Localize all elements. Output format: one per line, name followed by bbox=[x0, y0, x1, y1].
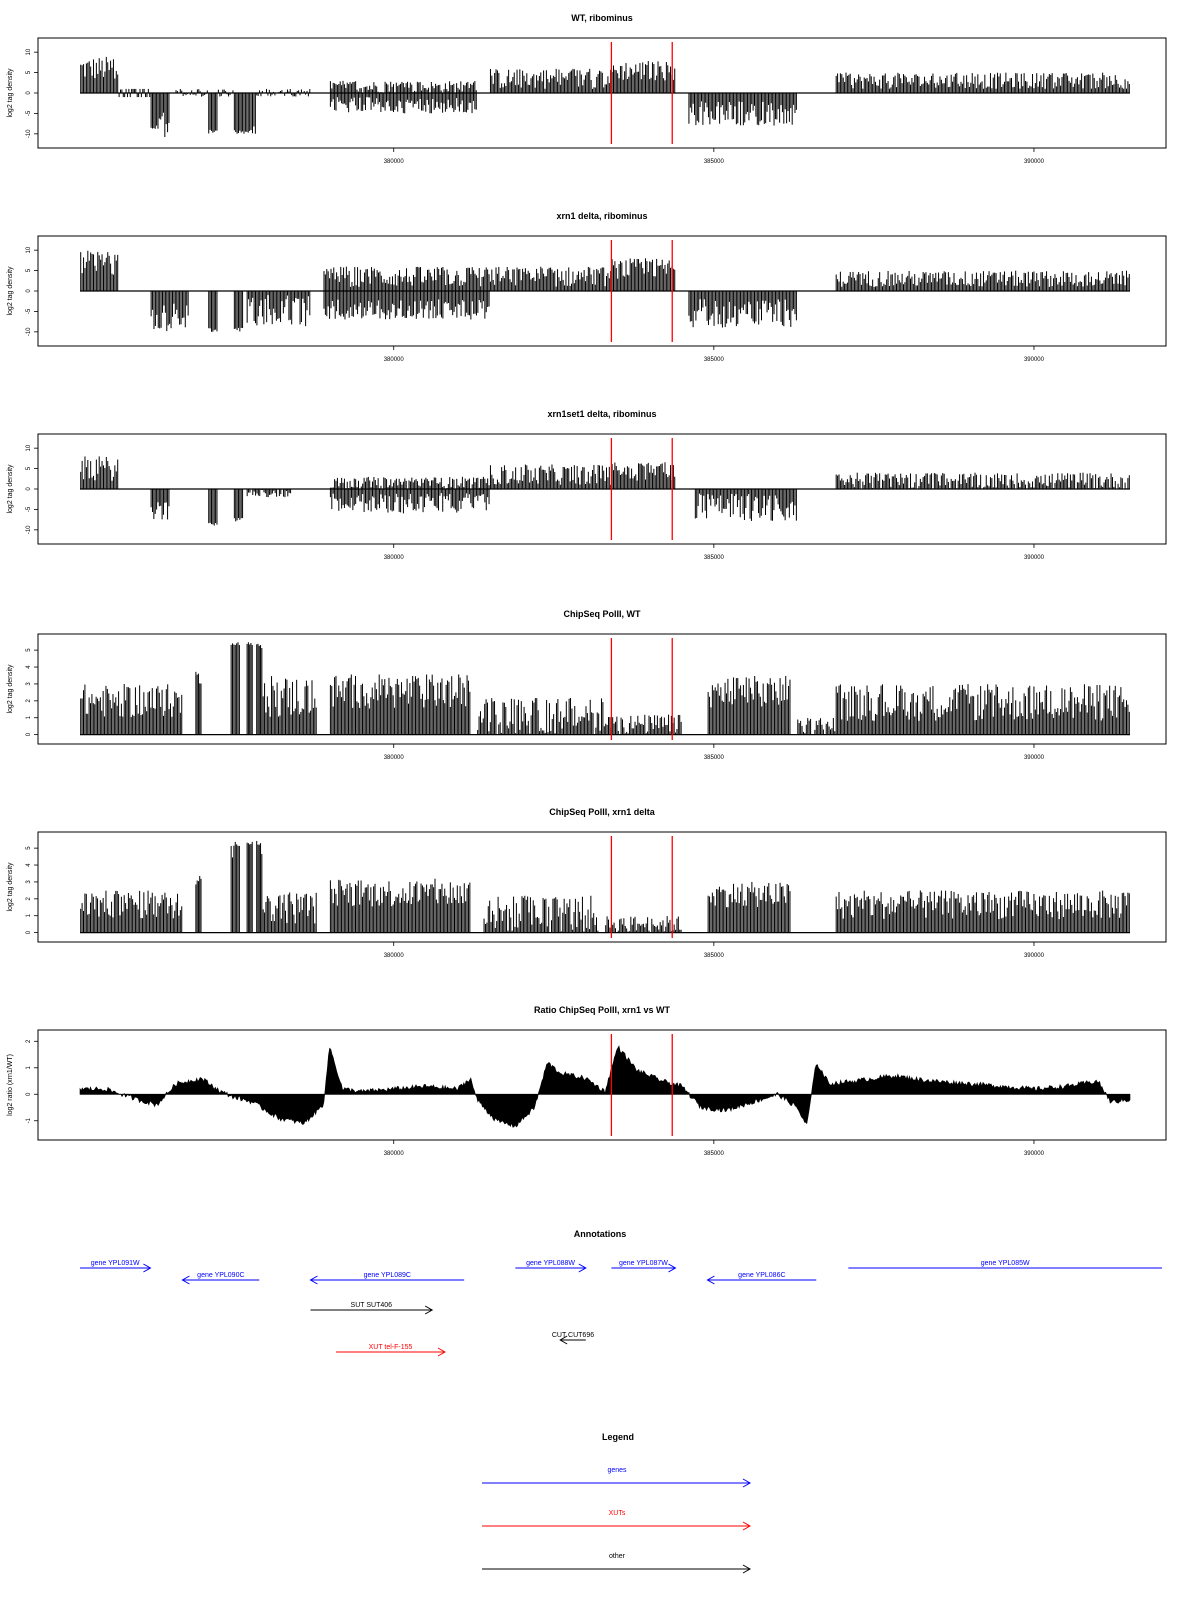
y-tick-label: 5 bbox=[26, 466, 32, 471]
data-segment bbox=[209, 93, 217, 133]
panel-1 bbox=[34, 236, 1166, 350]
data-segment bbox=[81, 891, 182, 933]
y-tick-label: 10 bbox=[26, 48, 32, 56]
annotation-feature bbox=[336, 1344, 445, 1356]
y-tick-label: -10 bbox=[26, 129, 32, 139]
panel-3 bbox=[34, 634, 1166, 748]
data-segment bbox=[234, 489, 242, 521]
annotation-feature bbox=[182, 1272, 259, 1284]
data-segment bbox=[612, 462, 675, 489]
y-tick-label: 3 bbox=[26, 682, 32, 686]
data-segment bbox=[257, 841, 262, 933]
annotations-title: Annotations bbox=[573, 1229, 627, 1239]
x-tick-label: 385000 bbox=[703, 755, 724, 761]
y-axis-label: log2 ratio (xrn1/WT) bbox=[7, 1054, 14, 1116]
data-segment bbox=[231, 642, 239, 734]
x-tick-label: 385000 bbox=[703, 1151, 724, 1157]
x-tick-label: 390000 bbox=[1023, 1151, 1044, 1157]
y-tick-label: -10 bbox=[26, 525, 32, 535]
data-segment bbox=[836, 890, 1129, 932]
data-segment bbox=[330, 489, 489, 513]
panel-title: Ratio ChipSeq PolII, xrn1 vs WT bbox=[533, 1005, 671, 1015]
y-tick-label: 4 bbox=[26, 863, 32, 867]
panel-title: ChipSeq PolII, WT bbox=[563, 609, 641, 619]
annotation-feature bbox=[552, 1332, 594, 1344]
data-segment bbox=[324, 267, 611, 291]
legend-label: genes bbox=[607, 1467, 627, 1474]
legend-item bbox=[482, 1510, 750, 1530]
feature-label: gene YPL089C bbox=[363, 1272, 411, 1279]
data-segment bbox=[257, 644, 262, 735]
data-segment bbox=[330, 93, 476, 113]
x-tick-label: 380000 bbox=[383, 159, 404, 165]
data-segment bbox=[119, 89, 150, 97]
data-segment bbox=[708, 676, 790, 735]
x-tick-label: 385000 bbox=[703, 357, 724, 363]
annotation-feature bbox=[848, 1260, 1162, 1268]
panel-4 bbox=[34, 832, 1166, 946]
y-tick-label: 2 bbox=[26, 897, 32, 901]
data-segment bbox=[247, 291, 310, 326]
data-segment bbox=[244, 93, 255, 134]
panel-0 bbox=[34, 38, 1166, 152]
x-tick-label: 390000 bbox=[1023, 357, 1044, 363]
x-tick-label: 380000 bbox=[383, 755, 404, 761]
x-tick-label: 380000 bbox=[383, 953, 404, 959]
data-segment bbox=[81, 251, 118, 291]
x-tick-label: 385000 bbox=[703, 555, 724, 561]
y-tick-label: 0 bbox=[26, 930, 32, 935]
x-tick-label: 380000 bbox=[383, 1151, 404, 1157]
feature-label: gene YPL090C bbox=[197, 1272, 245, 1279]
y-tick-label: 0 bbox=[26, 487, 32, 491]
data-segment bbox=[606, 715, 681, 735]
y-tick-label: 2 bbox=[26, 699, 32, 703]
panel-5 bbox=[34, 1030, 1166, 1144]
data-segment bbox=[234, 93, 242, 134]
data-segment bbox=[490, 69, 610, 93]
data-segment bbox=[196, 672, 201, 735]
legend-item bbox=[482, 1467, 750, 1487]
feature-label: XUT tel-F-155 bbox=[368, 1344, 413, 1351]
y-tick-label: 4 bbox=[26, 665, 32, 669]
data-segment bbox=[708, 882, 790, 933]
data-segment bbox=[695, 489, 796, 521]
x-tick-label: 380000 bbox=[383, 357, 404, 363]
y-tick-label: 10 bbox=[26, 246, 32, 254]
y-axis-label: log2 tag density bbox=[7, 266, 14, 316]
feature-label: gene YPL091W bbox=[90, 1260, 140, 1267]
data-segment bbox=[151, 93, 169, 137]
data-segment bbox=[247, 842, 252, 933]
y-tick-label: 10 bbox=[26, 444, 32, 452]
annotation-feature bbox=[310, 1272, 464, 1284]
y-tick-label: 1 bbox=[26, 1066, 32, 1070]
y-tick-label: 5 bbox=[26, 648, 32, 652]
data-segment bbox=[151, 291, 188, 331]
data-segment bbox=[263, 892, 316, 932]
panel-title: WT, ribominus bbox=[571, 13, 633, 23]
ratio-area bbox=[80, 1046, 1130, 1127]
feature-label: gene YPL085W bbox=[980, 1260, 1030, 1267]
data-segment bbox=[81, 456, 118, 489]
annotation-feature bbox=[80, 1260, 150, 1272]
legend-label: XUTs bbox=[608, 1510, 626, 1517]
y-tick-label: 5 bbox=[26, 70, 32, 75]
x-tick-label: 385000 bbox=[703, 953, 724, 959]
data-segment bbox=[689, 93, 796, 126]
y-tick-label: -10 bbox=[26, 327, 32, 337]
panel-title: xrn1set1 delta, ribominus bbox=[547, 409, 657, 419]
data-segment bbox=[490, 465, 610, 489]
x-tick-label: 390000 bbox=[1023, 953, 1044, 959]
x-tick-label: 390000 bbox=[1023, 755, 1044, 761]
x-tick-label: 390000 bbox=[1023, 159, 1044, 165]
data-segment bbox=[836, 73, 1129, 93]
annotation-feature bbox=[611, 1260, 675, 1272]
legend-label: other bbox=[609, 1553, 625, 1560]
y-axis-label: log2 tag density bbox=[7, 862, 14, 912]
data-segment bbox=[330, 879, 469, 933]
data-segment bbox=[606, 916, 681, 933]
data-segment bbox=[612, 61, 675, 93]
data-segment bbox=[234, 291, 242, 331]
panel-title: ChipSeq PolII, xrn1 delta bbox=[549, 807, 655, 817]
data-segment bbox=[263, 676, 316, 735]
data-segment bbox=[330, 477, 489, 489]
plot-frame bbox=[38, 832, 1166, 942]
y-tick-label: 1 bbox=[26, 914, 32, 918]
y-axis-label: log2 tag density bbox=[7, 464, 14, 514]
data-segment bbox=[231, 842, 239, 933]
data-segment bbox=[247, 642, 252, 734]
data-segment bbox=[478, 698, 605, 735]
y-axis-label: log2 tag density bbox=[7, 664, 14, 714]
y-tick-label: 5 bbox=[26, 268, 32, 273]
y-tick-label: 1 bbox=[26, 716, 32, 720]
data-segment bbox=[330, 674, 469, 734]
feature-label: gene YPL088W bbox=[526, 1260, 576, 1267]
y-tick-label: 0 bbox=[26, 289, 32, 293]
y-tick-label: -1 bbox=[26, 1118, 32, 1124]
legend-item bbox=[482, 1553, 750, 1573]
y-tick-label: 3 bbox=[26, 880, 32, 884]
x-tick-label: 385000 bbox=[703, 159, 724, 165]
y-tick-label: 0 bbox=[26, 91, 32, 95]
annotation-feature bbox=[515, 1260, 585, 1272]
data-segment bbox=[484, 896, 598, 933]
data-segment bbox=[836, 271, 1129, 291]
data-segment bbox=[689, 291, 796, 328]
y-tick-label: 0 bbox=[26, 732, 32, 737]
x-tick-label: 390000 bbox=[1023, 555, 1044, 561]
data-segment bbox=[612, 258, 675, 291]
data-segment bbox=[196, 876, 201, 933]
data-segment bbox=[330, 81, 476, 93]
data-segment bbox=[81, 684, 182, 735]
panel-2 bbox=[34, 434, 1166, 548]
data-segment bbox=[209, 291, 217, 332]
data-segment bbox=[247, 489, 290, 497]
data-segment bbox=[81, 57, 118, 93]
y-tick-label: -5 bbox=[26, 506, 32, 513]
data-segment bbox=[836, 684, 1129, 735]
x-tick-label: 380000 bbox=[383, 555, 404, 561]
feature-label: gene YPL087W bbox=[618, 1260, 668, 1267]
feature-label: gene YPL086C bbox=[738, 1272, 786, 1279]
y-axis-label: log2 tag density bbox=[7, 68, 14, 118]
y-tick-label: 0 bbox=[26, 1092, 32, 1096]
annotation-feature bbox=[707, 1272, 816, 1284]
feature-label: CUT CUT696 bbox=[551, 1332, 595, 1339]
plot-frame bbox=[38, 634, 1166, 744]
legend-title: Legend bbox=[601, 1432, 635, 1442]
data-segment bbox=[324, 291, 489, 320]
feature-label: SUT SUT406 bbox=[350, 1302, 393, 1309]
y-tick-label: 5 bbox=[26, 846, 32, 850]
panel-title: xrn1 delta, ribominus bbox=[556, 211, 648, 221]
data-segment bbox=[209, 489, 217, 526]
data-segment bbox=[836, 473, 1129, 489]
y-tick-label: -5 bbox=[26, 308, 32, 315]
y-tick-label: -5 bbox=[26, 110, 32, 117]
data-segment bbox=[151, 489, 169, 519]
y-tick-label: 2 bbox=[26, 1039, 32, 1043]
data-segment bbox=[798, 718, 835, 735]
annotation-feature bbox=[310, 1302, 432, 1314]
